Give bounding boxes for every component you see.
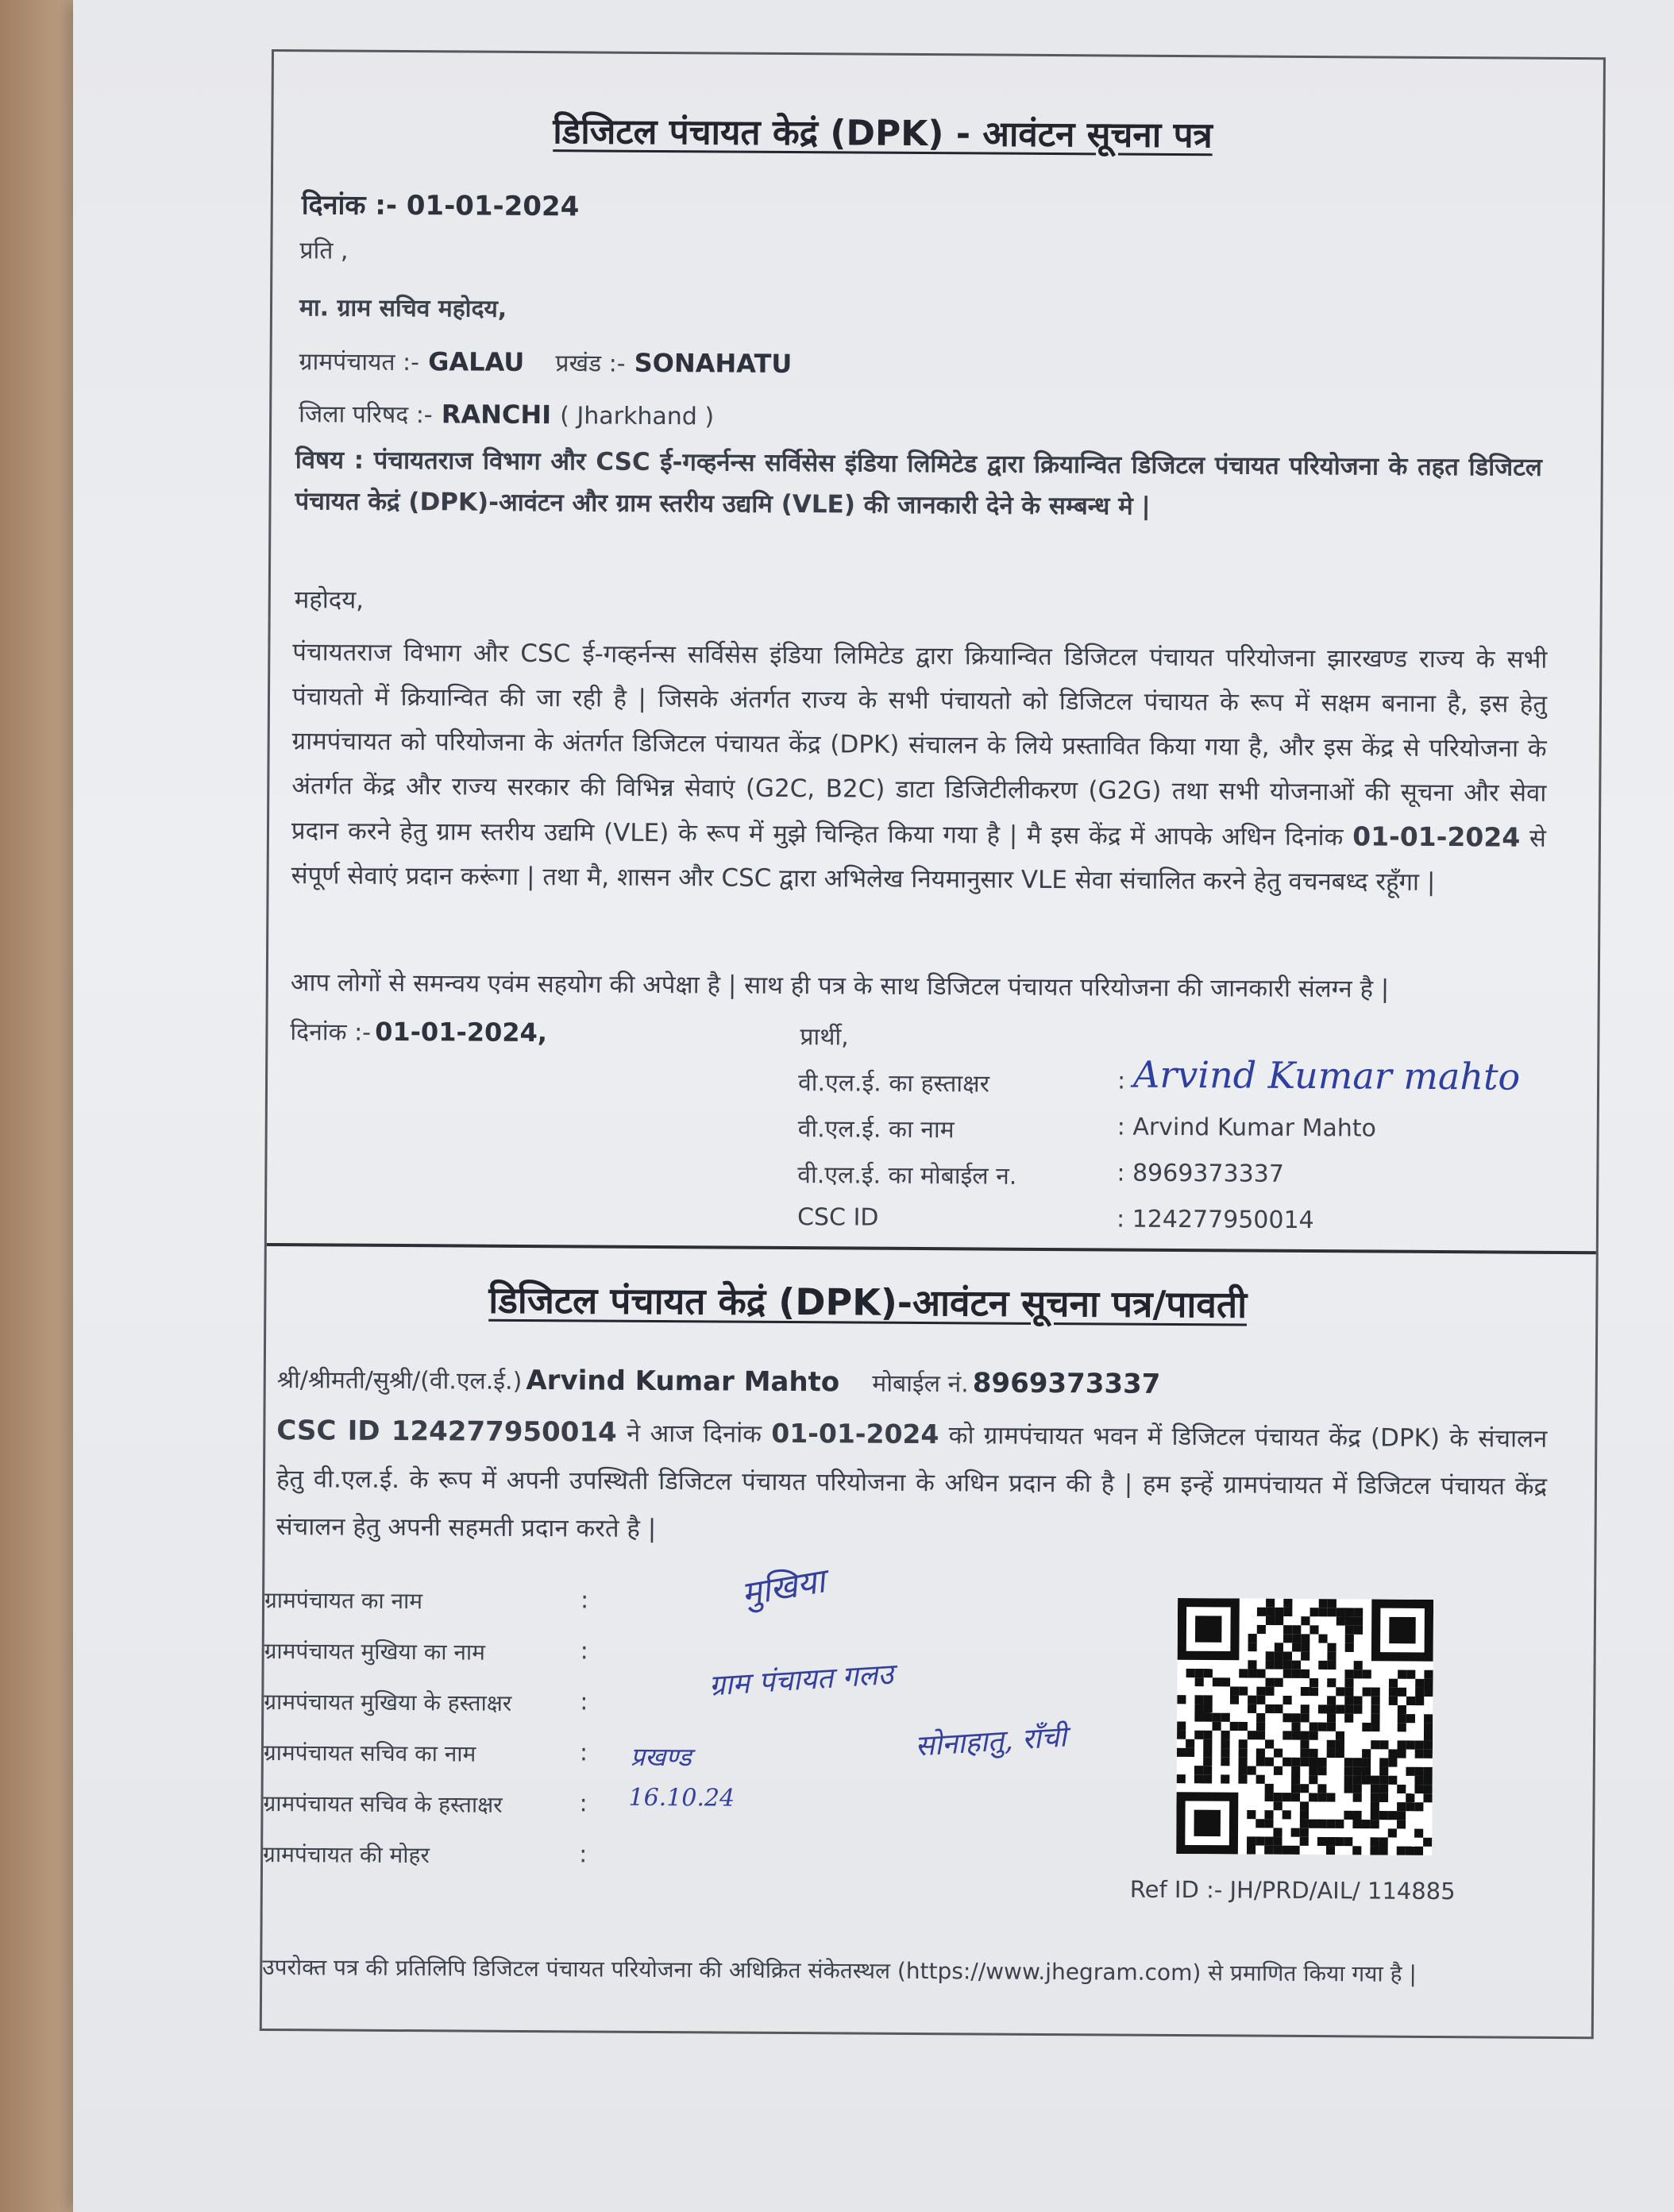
vle-name-value: : Arvind Kumar Mahto	[1117, 1113, 1377, 1143]
ref-id: Ref ID :- JH/PRD/AIL/ 114885	[1129, 1875, 1456, 1905]
subject: विषय : पंचायतराज विभाग और CSC ई-गव्हर्नन्स सर्विसेस इंडिया लिमिटेड द्वारा क्रियान्वित डिजिटल पंचायत परियोजना के तहत डिजिटल पंचायत केद्रं (DPK)-आवंटन और ग्राम स्तरीय उद्यमि (VLE) की जानकारी देने के सम्बन्ध मे |	[295, 446, 1542, 521]
stamp-prakhand: प्रखण्ड	[630, 1741, 692, 1773]
gram-panchayat-value: GALAU	[428, 346, 525, 377]
qr-code-icon	[1176, 1598, 1433, 1855]
receipt-mobile-label: मोबाईल नं.	[872, 1369, 969, 1399]
receipt-paragraph	[276, 1407, 1547, 1558]
salutation-to: मा. ग्राम सचिव महोदय,	[299, 294, 507, 323]
receipt-field-colon: :	[580, 1637, 588, 1666]
zila-line	[299, 396, 714, 431]
sign-date-label: दिनांक :-	[290, 1018, 372, 1047]
receipt-field-colon: :	[579, 1840, 588, 1869]
receipt-date: 01-01-2024	[771, 1417, 939, 1450]
receipt-field-label: ग्रामपंचायत का नाम	[264, 1586, 423, 1615]
vle-name-label: वी.एल.ई. का नाम	[797, 1115, 955, 1145]
para1-date: 01-01-2024	[1352, 820, 1521, 853]
greeting: महोदय,	[294, 585, 364, 615]
paper-sheet	[73, 0, 1674, 2212]
person-name: Arvind Kumar Mahto	[526, 1364, 840, 1399]
vle-mobile-value: : 8969373337	[1117, 1159, 1284, 1188]
receipt-csc-id: CSC ID 124277950014	[276, 1415, 617, 1449]
prakhand-value: SONAHATU	[634, 347, 793, 380]
receipt-field-label: ग्रामपंचायत सचिव के हस्ताक्षर	[263, 1789, 503, 1818]
zila-label: जिला परिषद :-	[299, 400, 433, 430]
section-divider	[267, 1243, 1596, 1254]
receipt-text-part2: को ग्रामपंचायत भवन में डिजिटल पंचायत केंद्र (DPK) के संचालन हेतु वी.एल.ई. के रूप में अपनी उपस्थिती डिजिटल पंचायत परियोजना के अधिन प्रदान की है | हम इन्हें ग्रामपंचायत में डिजिटल पंचायत केंद्र संचालन हेतु अपनी सहमती प्रदान करते है |	[276, 1421, 1548, 1543]
state: ( Jharkhand )	[560, 402, 715, 431]
gram-panchayat-label: ग्रामपंचायत :-	[299, 348, 420, 377]
stamp-line-2: ग्राम पंचायत गलउ	[708, 1658, 895, 1703]
date-line: दिनांक :- 01-01-2024	[301, 189, 580, 223]
receipt-field-colon: :	[579, 1789, 588, 1818]
handwritten-date: 16.10.24	[628, 1783, 735, 1812]
prakhand-label: प्रखंड :-	[555, 349, 626, 378]
sign-date	[290, 1014, 547, 1048]
para1-part2: से संपूर्ण सेवाएं प्रदान करूंगा | तथा मै, शासन और CSC द्वारा अभिलेख नियमानुसार VLE सेवा संचालित करने हेतु वचनबध्द रहूँगा |	[291, 824, 1547, 897]
mukhiya-signature: मुखिया	[738, 1561, 828, 1614]
receipt-field-colon: :	[580, 1586, 589, 1615]
document-title: डिजिटल पंचायत केद्रं (DPK) - आवंटन सूचना पत्र	[553, 111, 1213, 156]
receipt-field-colon: :	[580, 1688, 588, 1716]
receipt-field-colon: :	[579, 1739, 588, 1767]
receipt-person-line	[277, 1362, 1161, 1400]
stamp-line-3: सोनाहातु, राँची	[914, 1720, 1068, 1763]
vle-sign-label: वी.एल.ई. का हस्ताक्षर	[797, 1069, 990, 1098]
prarthi: प्रार्थी,	[800, 1023, 849, 1052]
sign-date-value: 01-01-2024,	[375, 1016, 548, 1048]
prati: प्रति ,	[299, 237, 349, 265]
vle-sign-colon: :	[1117, 1067, 1126, 1095]
receipt-field-label: ग्रामपंचायत मुखिया के हस्ताक्षर	[264, 1688, 512, 1716]
csc-id-label: CSC ID	[796, 1203, 879, 1232]
csc-id-value: : 124277950014	[1116, 1205, 1314, 1235]
vle-signature: Arvind Kumar mahto	[1132, 1052, 1521, 1098]
receipt-field-label: ग्रामपंचायत सचिव का नाम	[263, 1739, 476, 1767]
qr-code	[1176, 1598, 1433, 1855]
receipt-field-label: ग्रामपंचायत की मोहर	[263, 1840, 430, 1869]
receipt-field-label: ग्रामपंचायत मुखिया का नाम	[264, 1637, 486, 1666]
document-frame	[260, 49, 1606, 2039]
receipt-title: डिजिटल पंचायत केद्रं (DPK)-आवंटन सूचना पत्र/पावती	[488, 1278, 1248, 1326]
para2: आप लोगों से समन्वय एवंम सहयोग की अपेक्षा है | साथ ही पत्र के साथ डिजिटल पंचायत परियोजना की जानकारी संलग्न है |	[290, 968, 1390, 1004]
footer-note: उपरोक्त पत्र की प्रतिलिपि डिजिटल पंचायत परियोजना की अधिक्रित संकेतस्थल (https://www.jhegram.com) से प्रमाणित किया गया है |	[262, 1953, 1417, 1987]
zila-value: RANCHI	[441, 399, 552, 430]
main-paragraph	[291, 630, 1547, 905]
person-prefix: श्री/श्रीमती/सुश्री/(वी.एल.ई.)	[276, 1366, 523, 1396]
receipt-text-part1: ने आज दिनांक	[626, 1419, 762, 1449]
receipt-mobile-value: 8969373337	[972, 1367, 1161, 1400]
panchayat-line	[299, 344, 792, 380]
vle-mobile-label: वी.एल.ई. का मोबाईल न.	[797, 1161, 1017, 1191]
para1-part1: पंचायतराज विभाग और CSC ई-गव्हर्नन्स सर्विसेस इंडिया लिमिटेड द्वारा क्रियान्वित डिजिटल पंचायत परियोजना झारखण्ड राज्य के सभी पंचायतो में क्रियान्वित की जा रही है | जिसके अंतर्गत राज्य के सभी पंचायतो को डिजिटल पंचायत के रूप में सक्षम बनाना है, इस हेतु ग्रामपंचायत को परियोजना के अंतर्गत डिजिटल पंचायत केंद्र (DPK) संचालन के लिये प्रस्तावित किया गया है, और इस केंद्र से परियोजना के अंतर्गत केंद्र और राज्य सरकार की विभिन्न सेवाएं (G2C, B2C) डाटा डिजिटीलीकरण (G2G) तथा सभी योजनाओं की सूचना और सेवा प्रदान करने हेतु ग्राम स्तरीय उद्यमि (VLE) के रूप में मुझे चिन्हित किया गया है | मै इस केंद्र में आपके अधिन दिनांक	[291, 638, 1548, 852]
